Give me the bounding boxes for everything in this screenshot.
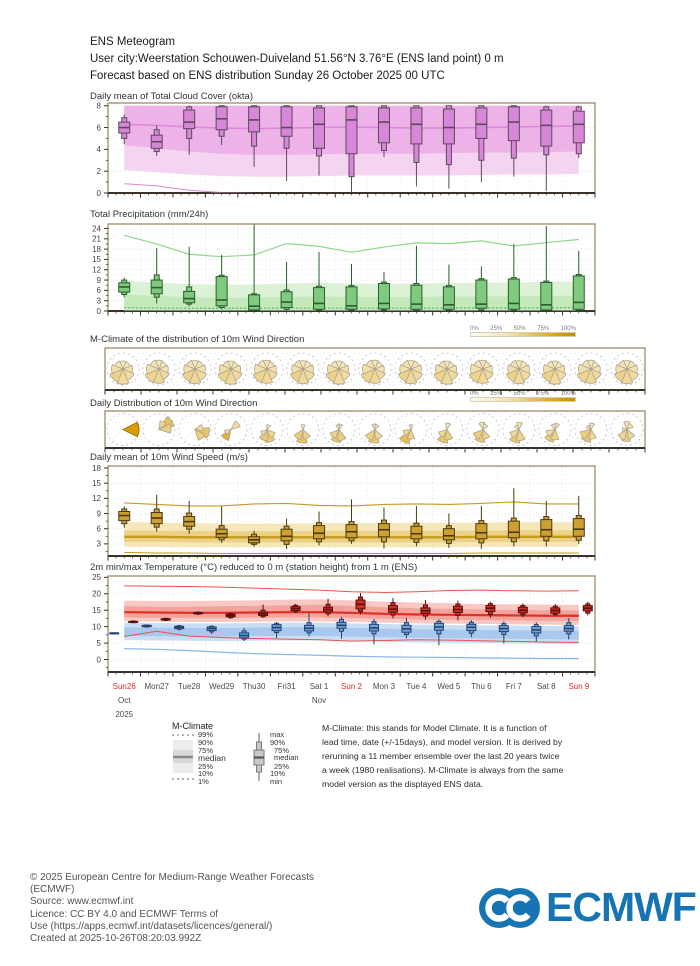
footer-licence-url: Use (https://apps.ecmwf.int/datasets/licences/general/) bbox=[30, 920, 273, 932]
day-label-wed29: Wed29 bbox=[209, 682, 235, 691]
wind-legend-50: 50% bbox=[513, 391, 526, 397]
ens-10: 10% bbox=[270, 769, 286, 778]
ens-median: median bbox=[274, 753, 299, 762]
day-label-mon27: Mon27 bbox=[144, 682, 169, 691]
svg-text:8: 8 bbox=[96, 101, 101, 111]
wind-legend-75: 75% bbox=[537, 391, 550, 397]
ecmwf-logo-icon bbox=[478, 884, 542, 932]
svg-text:24: 24 bbox=[92, 224, 101, 234]
ecmwf-logo-text: ECMWF bbox=[546, 884, 696, 930]
day-label-sun9: Sun 9 bbox=[568, 682, 590, 691]
svg-text:6: 6 bbox=[96, 286, 101, 296]
forecast-base-line: Forecast based on ENS distribution Sunday 26 October 2025 00 UTC bbox=[90, 70, 445, 82]
month-label-oct: Oct bbox=[117, 696, 131, 705]
svg-text:0: 0 bbox=[96, 188, 101, 198]
svg-text:6: 6 bbox=[96, 524, 101, 534]
day-label-sat8: Sat 8 bbox=[536, 682, 556, 691]
cloud-chart bbox=[0, 97, 700, 207]
day-label-fri31: Fri31 bbox=[277, 682, 296, 691]
ens-box-legend-glyph bbox=[250, 730, 268, 784]
wind-legend-100: 100% bbox=[560, 391, 576, 397]
svg-text:12: 12 bbox=[92, 494, 101, 504]
wind-dir-daily-title: Daily Distribution of 10m Wind Direction bbox=[90, 398, 258, 409]
year-label: 2025 bbox=[115, 710, 134, 719]
footer-licence: Licence: CC BY 4.0 and ECMWF Terms of bbox=[30, 908, 219, 920]
wind-speed-chart-title: Daily mean of 10m Wind Speed (m/s) bbox=[90, 452, 248, 463]
ens-75: 75% bbox=[274, 745, 290, 755]
svg-text:18: 18 bbox=[92, 244, 101, 254]
mclimate-1: 1% bbox=[198, 776, 209, 786]
wind-legend-0: 0% bbox=[470, 326, 479, 332]
footer-created-at: Created at 2025-10-26T08:20:03.992Z bbox=[30, 933, 202, 945]
day-label-sun2: Sun 2 bbox=[341, 682, 362, 691]
precip-chart-title: Total Precipitation (mm/24h) bbox=[90, 209, 209, 220]
ens-25: 25% bbox=[274, 761, 290, 771]
svg-text:18: 18 bbox=[92, 463, 101, 473]
footer-source: Source: www.ecmwf.int bbox=[30, 896, 134, 908]
svg-text:12: 12 bbox=[92, 265, 101, 275]
svg-text:10: 10 bbox=[92, 622, 101, 632]
mclimate-99: 99% bbox=[198, 730, 214, 739]
user-city-line: User city:Weerstation Schouwen-Duiveland 51.56°N 3.76°E (ENS land point) 0 m bbox=[90, 53, 504, 65]
footer-copyright-2: (ECMWF) bbox=[30, 884, 75, 896]
ens-max: max bbox=[270, 730, 285, 739]
svg-text:20: 20 bbox=[92, 589, 101, 599]
day-label-thu30: Thu30 bbox=[242, 682, 266, 691]
svg-text:4: 4 bbox=[96, 145, 101, 155]
wind-legend-50: 50% bbox=[513, 326, 526, 332]
svg-text:3: 3 bbox=[96, 539, 101, 549]
cloud-chart-title: Daily mean of Total Cloud Cover (okta) bbox=[90, 91, 253, 102]
svg-text:15: 15 bbox=[92, 255, 101, 265]
wind-dir-mclimate-title: M-Climate of the distribution of 10m Wind Direction bbox=[90, 334, 305, 345]
day-label-fri7: Fri 7 bbox=[505, 682, 522, 691]
page-title: ENS Meteogram bbox=[90, 36, 176, 48]
day-label-wed5: Wed 5 bbox=[437, 682, 461, 691]
svg-text:5: 5 bbox=[96, 638, 101, 648]
mclimate-25: 25% bbox=[198, 761, 214, 771]
wind-legend-25: 25% bbox=[490, 326, 503, 332]
svg-text:15: 15 bbox=[92, 605, 101, 615]
svg-text:3: 3 bbox=[96, 296, 101, 306]
mclimate-90: 90% bbox=[198, 738, 214, 747]
mclimate-explanation: M-Climate: this stands for Model Climate. It is a function of lead time, date (+/-15days), and model version. It is derived by rerunning a 11 member ensemble over the last 20 years twice a week (1980 realisations). M-Climate is always from the same model version as the displayed ENS data. bbox=[322, 723, 564, 789]
svg-text:2: 2 bbox=[96, 166, 101, 176]
svg-text:25: 25 bbox=[92, 573, 101, 583]
wind-legend-gradient-bar bbox=[470, 332, 576, 337]
wind-chart bbox=[0, 460, 700, 570]
wind-legend-75: 75% bbox=[537, 326, 550, 332]
footer bbox=[30, 872, 314, 945]
precip-chart bbox=[0, 218, 700, 325]
day-label-mon3: Mon 3 bbox=[372, 682, 396, 691]
day-label-sun26: Sun26 bbox=[112, 682, 136, 691]
mclimate-10: 10% bbox=[198, 769, 214, 778]
wind-legend-100: 100% bbox=[560, 326, 576, 332]
svg-text:9: 9 bbox=[96, 509, 101, 519]
ens-90: 90% bbox=[270, 738, 286, 747]
svg-text:0: 0 bbox=[96, 655, 101, 665]
rose_mclim-chart bbox=[0, 342, 700, 404]
wind-percent-legend-mclimate bbox=[470, 326, 576, 337]
footer-copyright: © 2025 European Centre for Medium-Range Weather Forecasts bbox=[30, 872, 314, 883]
wind-legend-0: 0% bbox=[470, 391, 479, 397]
day-label-tue4: Tue 4 bbox=[406, 682, 427, 691]
mclimate-legend-glyph bbox=[170, 731, 196, 783]
svg-text:15: 15 bbox=[92, 478, 101, 488]
wind-legend-25: 25% bbox=[490, 391, 503, 397]
temperature-chart-title: 2m min/max Temperature (°C) reduced to 0 m (station height) from 1 m (ENS) bbox=[90, 562, 418, 573]
svg-text:21: 21 bbox=[92, 234, 101, 244]
mclimate-median: median bbox=[198, 753, 226, 763]
day-label-thu6: Thu 6 bbox=[471, 682, 492, 691]
rose_daily-chart bbox=[0, 405, 700, 462]
svg-text:9: 9 bbox=[96, 275, 101, 285]
svg-text:6: 6 bbox=[96, 123, 101, 133]
ens-min: min bbox=[270, 776, 283, 786]
day-label-tue28: Tue28 bbox=[177, 682, 201, 691]
day-label-sat1: Sat 1 bbox=[309, 682, 329, 691]
mclimate-75: 75% bbox=[198, 745, 214, 755]
mclimate-legend-title: M-Climate bbox=[172, 721, 214, 731]
svg-text:0: 0 bbox=[96, 306, 101, 316]
month-label-nov: Nov bbox=[311, 696, 327, 705]
temp-chart bbox=[0, 570, 700, 686]
